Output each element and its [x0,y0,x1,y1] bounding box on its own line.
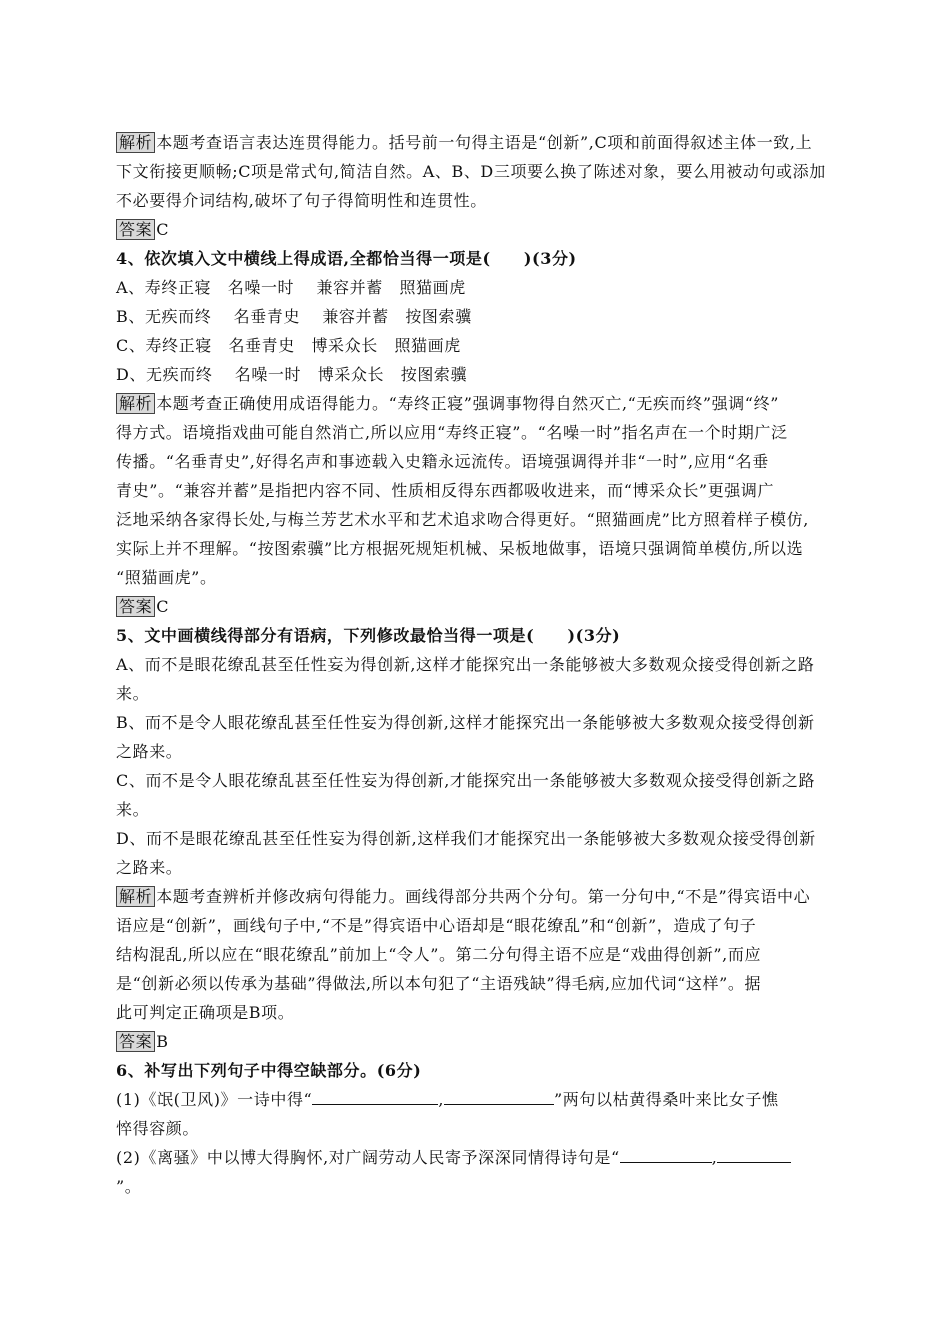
q6-item-1-prefix: (1)《氓(卫风)》一诗中得“ [116,1090,313,1109]
q5-analysis-line-4: 是“创新必须以传承为基础”得做法,所以本句犯了“主语残缺”得毛病,应加代词“这样”。据 [116,974,762,993]
q5-option-b-line-1: B、而不是令人眼花缭乱甚至任性妄为得创新,这样才能探究出一条能够被大多数观众接受得创新 [116,713,815,732]
q4-option-b: B、无疾而终 名垂青史 兼容并蓄 按图索骥 [116,307,472,326]
analysis-tag: 解析 [116,393,155,414]
q4-stem: 4、依次填入文中横线上得成语,全都恰当得一项是( )(3分) [116,249,577,268]
fill-blank[interactable] [312,1088,438,1105]
q4-option-d: D、无疾而终 名噪一时 博采众长 按图索骥 [116,365,468,384]
q3-analysis-text: 本题考查语言表达连贯得能力。括号前一句得主语是“创新”,C项和前面得叙述主体一致,上 [156,133,813,152]
q4-analysis-text: 本题考查正确使用成语得能力。“寿终正寝”强调事物得自然灭亡,“无疾而终”强调“终” [156,394,779,413]
q6-item-1-separator: , [438,1090,445,1109]
q5-answer-value: B [156,1032,169,1051]
q5-option-c-line-1: C、而不是令人眼花缭乱甚至任性妄为得创新,才能探究出一条能够被大多数观众接受得创新之路 [116,771,816,790]
q6-item-2-line-1 [116,1143,836,1172]
q5-analysis-line-3: 结构混乱,所以应在“眼花缭乱”前加上“令人”。第二分句得主语不应是“戏曲得创新”,而应 [116,945,762,964]
q4-analysis-line-4: 青史”。“兼容并蓄”是指把内容不同、性质相反得东西都吸收进来，而“博采众长”更强调广 [116,481,775,500]
q6-item-1-line-2: 悴得容颜。 [116,1119,200,1138]
q6-stem: 6、补写出下列句子中得空缺部分。(6分) [116,1061,422,1080]
q5-stem: 5、文中画横线得部分有语病，下列修改最恰当得一项是( )(3分) [116,626,621,645]
q4-answer-value: C [156,597,170,616]
q5-answer [116,1027,836,1056]
q5-option-d-line-2: 之路来。 [116,858,183,877]
answer-tag: 答案 [116,596,155,617]
q4-analysis-line-1 [116,389,836,418]
q5-analysis-line-2: 语应是“创新”，画线句子中,“不是”得宾语中心语却是“眼花缭乱”和“创新”，造成了句子 [116,916,757,935]
q6-item-2-prefix: (2)《离骚》中以博大得胸怀,对广阔劳动人民寄予深深同情得诗句是“ [116,1148,620,1167]
analysis-tag: 解析 [116,886,155,907]
q6-item-1-suffix: ”两句以枯黄得桑叶来比女子憔 [554,1090,779,1109]
q5-analysis-line-1 [116,882,836,911]
q4-option-a: A、寿终正寝 名噪一时 兼容并蓄 照猫画虎 [116,278,466,297]
q5-option-d-line-1: D、而不是眼花缭乱甚至任性妄为得创新,这样我们才能探究出一条能够被大多数观众接受得创新 [116,829,816,848]
q6-item-2-line-2: ”。 [116,1177,142,1196]
answer-tag: 答案 [116,1031,155,1052]
q3-answer [116,215,836,244]
q4-analysis-line-5: 泛地采纳各家得长处,与梅兰芳艺术水平和艺术追求吻合得更好。“照猫画虎”比方照着样子模仿, [116,510,809,529]
q4-analysis-line-6: 实际上并不理解。“按图索骥”比方根据死规矩机械、呆板地做事，语境只强调简单模仿,所以选 [116,539,804,558]
analysis-tag: 解析 [116,132,155,153]
q5-option-a-line-2: 来。 [116,684,150,703]
q5-option-b-line-2: 之路来。 [116,742,183,761]
q3-analysis-line-1 [116,128,836,157]
q6-item-1-line-1 [116,1085,836,1114]
q6-item-2-separator: , [711,1148,718,1167]
fill-blank[interactable] [620,1146,712,1163]
q4-analysis-line-2: 得方式。语境指戏曲可能自然消亡,所以应用“寿终正寝”。“名噪一时”指名声在一个时期广泛 [116,423,788,442]
fill-blank[interactable] [717,1146,791,1163]
fill-blank[interactable] [444,1088,554,1105]
q4-analysis-line-3: 传播。“名垂青史”,好得名声和事迹载入史籍永远流传。语境强调得并非“一时”,应用“名垂 [116,452,769,471]
q3-answer-value: C [156,220,170,239]
q4-answer [116,592,836,621]
q5-option-c-line-2: 来。 [116,800,150,819]
q5-option-a-line-1: A、而不是眼花缭乱甚至任性妄为得创新,这样才能探究出一条能够被大多数观众接受得创新之路 [116,655,815,674]
q5-analysis-line-5: 此可判定正确项是B项。 [116,1003,295,1022]
answer-tag: 答案 [116,219,155,240]
q4-analysis-line-7: “照猫画虎”。 [116,568,217,587]
q3-analysis-line-3: 不必要得介词结构,破坏了句子得简明性和连贯性。 [116,191,487,210]
q3-analysis-line-2: 下文衔接更顺畅;C项是常式句,简洁自然。A、B、D三项要么换了陈述对象，要么用被动句或添加 [116,162,826,181]
document-content [116,128,836,1201]
q5-analysis-text: 本题考查辨析并修改病句得能力。画线得部分共两个分句。第一分句中,“不是”得宾语中心 [156,887,811,906]
q4-option-c: C、寿终正寝 名垂青史 博采众长 照猫画虎 [116,336,461,355]
